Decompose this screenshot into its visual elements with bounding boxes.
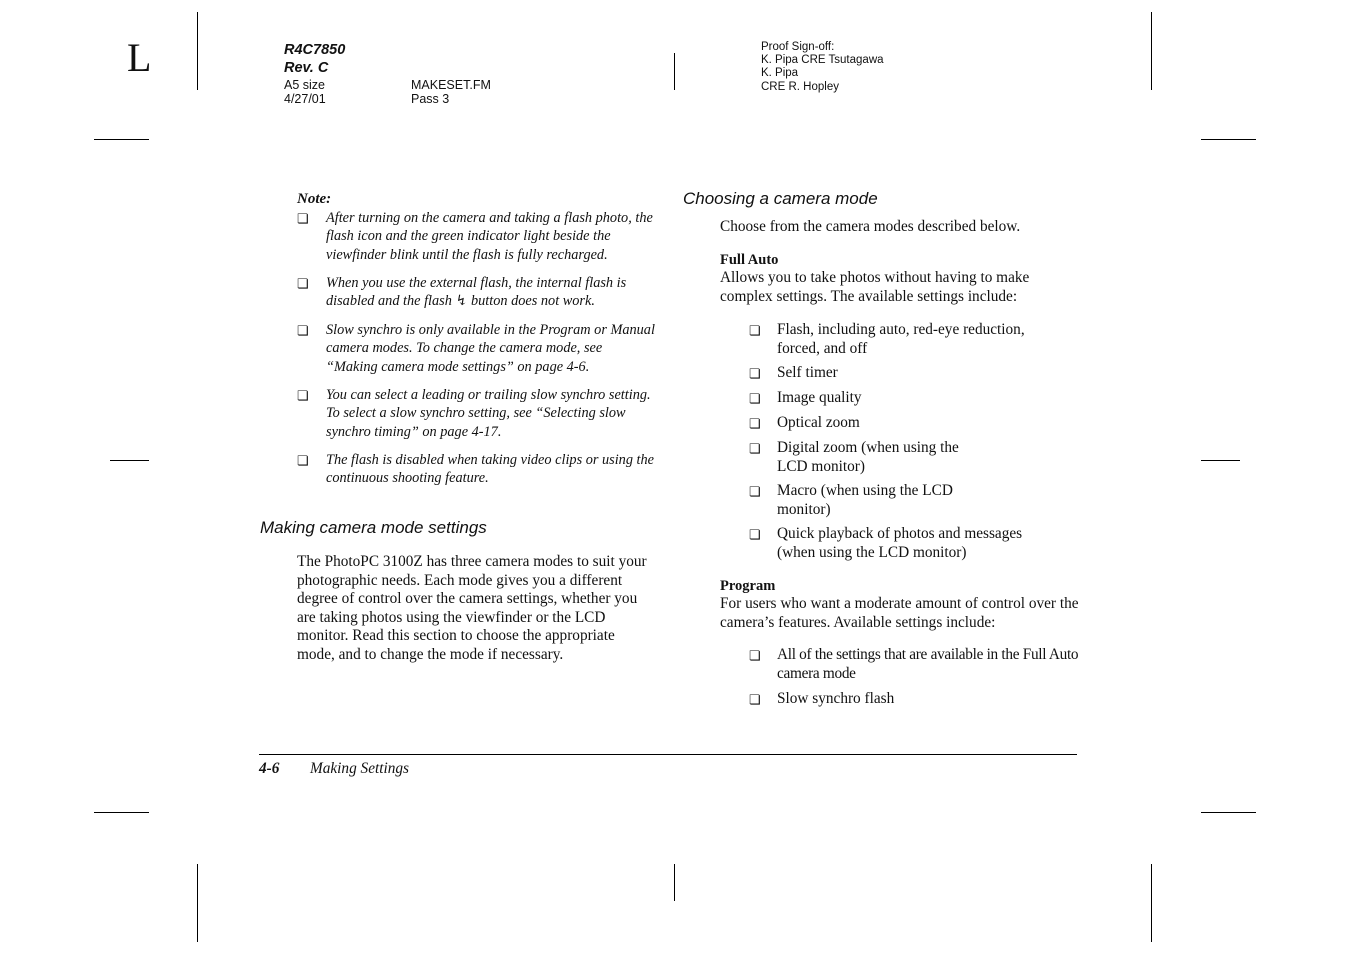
crop-mark xyxy=(1151,864,1152,942)
full-auto-item: ❏ Quick playback of photos and messages (when using the LCD monitor) xyxy=(749,525,1023,561)
crop-mark xyxy=(197,864,198,942)
page-side-letter: L xyxy=(127,35,152,80)
pass-number: Pass 3 xyxy=(411,92,450,106)
checkbox-icon: ❏ xyxy=(749,366,761,381)
choosing-intro: Choose from the camera modes described below. xyxy=(720,218,1021,235)
crop-mark xyxy=(94,812,149,813)
checkbox-icon: ❏ xyxy=(749,648,761,663)
checkbox-icon: ❏ xyxy=(749,323,761,338)
crop-mark xyxy=(110,460,149,461)
program-heading: Program xyxy=(720,578,776,594)
program-desc: For users who want a moderate amount of control over the camera’s features. Available settings include: xyxy=(720,595,1079,631)
note-item: ❏ You can select a leading or trailing slow synchro setting. To select a slow synchro setting, see “Selecting slow synchro timing” on page 4-17. xyxy=(297,387,651,440)
footer-rule xyxy=(259,754,1077,755)
full-auto-item: ❏ Optical zoom xyxy=(749,414,1089,433)
full-auto-item: ❏ Image quality xyxy=(749,389,1089,408)
note-item: ❏ The flash is disabled when taking video clips or using the continuous shooting feature. xyxy=(297,452,655,487)
file-name: MAKESET.FM xyxy=(411,78,491,92)
making-body: The PhotoPC 3100Z has three camera modes to suit your photographic needs. Each mode gives you a different degree of control over the camera settings, whether you are taking photos using the viewfinder or the LCD monitor. Read this section to choose the appropriate mode, and to change the mode if necessary. xyxy=(297,553,647,663)
full-auto-heading: Full Auto xyxy=(720,252,779,268)
proof-line: Proof Sign-off: xyxy=(761,41,835,53)
checkbox-icon: ❏ xyxy=(297,276,309,291)
full-auto-item: ❏ Self timer xyxy=(749,364,1089,383)
checkbox-icon: ❏ xyxy=(749,527,761,542)
program-item: ❏ All of the settings that are available in the Full Auto camera mode xyxy=(749,646,1079,682)
program-item: ❏ Slow synchro flash xyxy=(749,690,1089,709)
checkbox-icon: ❏ xyxy=(297,211,309,226)
checkbox-icon: ❏ xyxy=(749,441,761,456)
crop-mark xyxy=(94,139,149,140)
doc-code: R4C7850 xyxy=(284,42,346,58)
crop-mark xyxy=(197,12,198,90)
section-heading-making: Making camera mode settings xyxy=(260,518,487,537)
full-auto-item: ❏ Macro (when using the LCD monitor) xyxy=(749,482,953,518)
note-item: ❏ Slow synchro is only available in the Program or Manual camera modes. To change the camera mode, see “Making camera mode settings” on page 4-6. xyxy=(297,322,655,375)
checkbox-icon: ❏ xyxy=(297,323,309,338)
footer-section-title: Making Settings xyxy=(310,760,409,777)
section-heading-choosing: Choosing a camera mode xyxy=(683,189,878,208)
doc-date: 4/27/01 xyxy=(284,92,326,106)
crop-mark xyxy=(674,53,675,90)
crop-mark xyxy=(1201,812,1256,813)
checkbox-icon: ❏ xyxy=(749,692,761,707)
crop-mark xyxy=(1201,460,1240,461)
note-item: ❏ When you use the external flash, the internal flash is disabled and the flash ↯ button does not work. xyxy=(297,275,627,310)
proof-line: K. Pipa xyxy=(761,67,799,80)
note-label: Note: xyxy=(297,191,332,207)
checkbox-icon: ❏ xyxy=(749,484,761,499)
note-item: ❏ After turning on the camera and taking a flash photo, the flash icon and the green indicator light beside the viewfinder blink until the flash is fully recharged. xyxy=(297,210,653,263)
crop-mark xyxy=(674,864,675,901)
checkbox-icon: ❏ xyxy=(749,391,761,406)
proof-line: K. Pipa CRE Tsutagawa xyxy=(761,54,884,67)
page-number: 4-6 xyxy=(259,760,280,777)
proof-line: CRE R. Hopley xyxy=(761,80,839,93)
proof-signoff xyxy=(761,41,884,94)
full-auto-item: ❏ Flash, including auto, red-eye reduction, forced, and off xyxy=(749,321,1025,357)
checkbox-icon: ❏ xyxy=(297,388,309,403)
crop-mark xyxy=(1151,12,1152,90)
paper-size: A5 size xyxy=(284,78,325,92)
crop-mark xyxy=(1201,139,1256,140)
full-auto-desc: Allows you to take photos without having to make complex settings. The available settings include: xyxy=(720,269,1030,305)
doc-revision: Rev. C xyxy=(284,60,329,76)
full-auto-item: ❏ Digital zoom (when using the LCD monitor) xyxy=(749,439,959,475)
checkbox-icon: ❏ xyxy=(297,453,309,468)
checkbox-icon: ❏ xyxy=(749,416,761,431)
